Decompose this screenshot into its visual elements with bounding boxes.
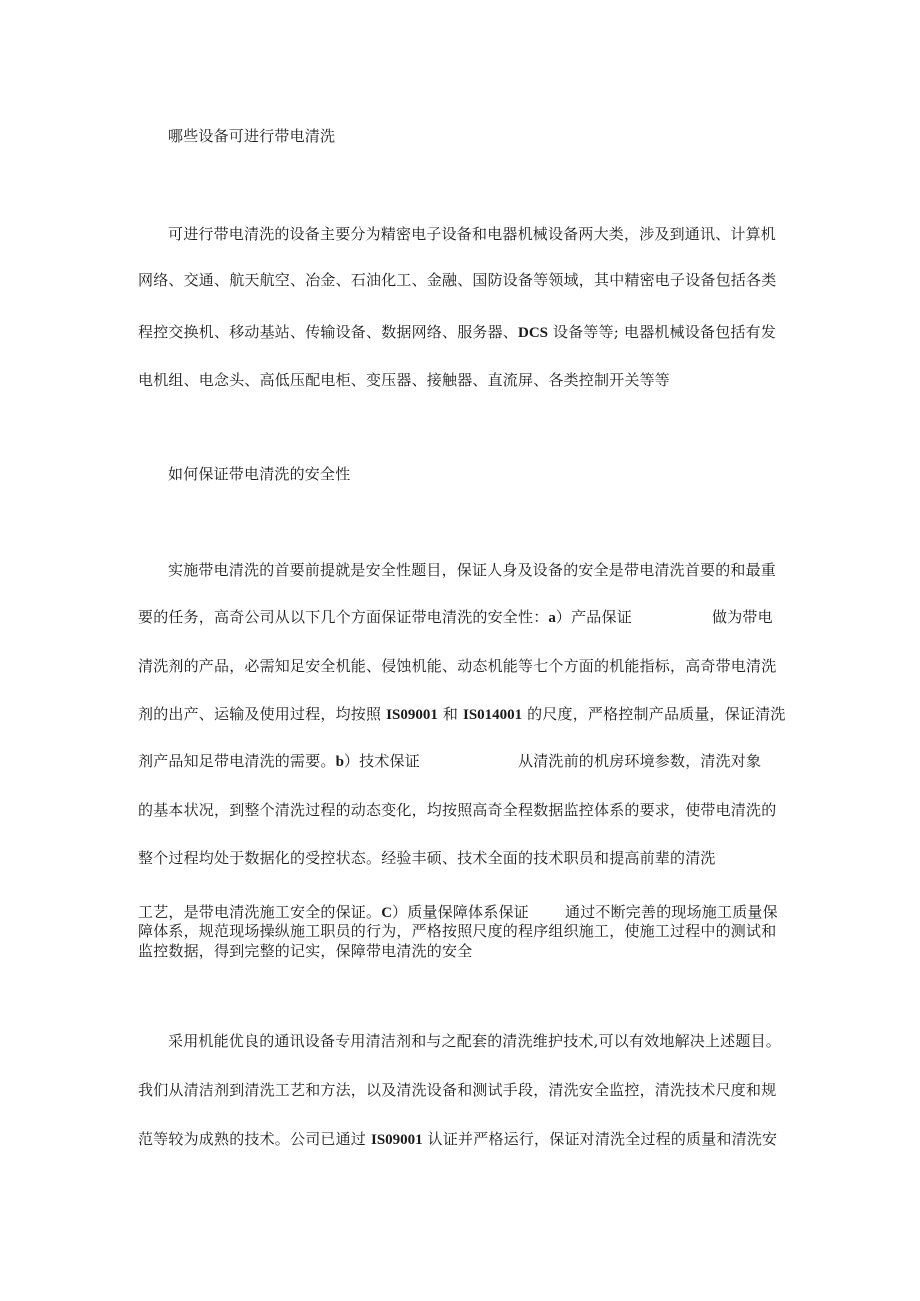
paragraph-line: 采用机能优良的通讯设备专用清洁剂和与之配套的清洗维护技术,可以有效地解决上述题目。 — [168, 1032, 781, 1050]
text-run: 范等较为成熟的技术。公司已通过 — [138, 1130, 371, 1148]
text-run: 程控交换机、移动基站、传输设备、数据网络、服务器、 — [138, 323, 519, 341]
bold-term: IS09001 — [386, 707, 438, 723]
text-run: 工艺，是带电清洗施工安全的保证。 — [138, 903, 382, 921]
paragraph-line: 清洗剂的产品，必需知足安全机能、侵蚀机能、动态机能等七个方面的机能指标，高奇带电清洗 — [138, 657, 777, 675]
bold-term: C — [381, 905, 393, 921]
text-run: 设备等等; 电器机械设备包括有发 — [548, 323, 777, 341]
text-run: ）质量保障体系保证 — [392, 903, 529, 921]
text-run: 要的任务，高奇公司从以下几个方面保证带电清洗的安全性： — [138, 608, 549, 626]
text-run: ）产品保证 — [555, 608, 632, 626]
bold-term: DCS — [518, 325, 549, 341]
paragraph-line-fragment: 通过不断完善的现场施工质量保 — [565, 903, 778, 921]
paragraph-line — [138, 1129, 777, 1150]
text-run: 剂的出产、运输及使用过程，均按照 — [138, 705, 387, 723]
bold-term: b — [335, 754, 344, 770]
paragraph-line: 我们从清洁剂到清洗工艺和方法，以及清洗设备和测试手段，清洗安全监控，清洗技术尺度和规 — [138, 1081, 777, 1099]
text-run: 认证并严格运行，保证对清洗全过程的质量和清洗安 — [422, 1130, 778, 1148]
section-heading-safety: 如何保证带电清洗的安全性 — [168, 465, 351, 483]
paragraph-line: 监控数据，得到完整的记实，保障带电清洗的安全 — [138, 942, 473, 960]
paragraph-line: 障体系，规范现场操纵施工职员的行为，严格按照尺度的程序组织施工，使施工过程中的测试和 — [138, 922, 777, 940]
paragraph-line-fragment: 从清洗前的机房环境参数，清洗对象 — [518, 752, 762, 770]
paragraph-line — [138, 751, 420, 772]
text-run: 的尺度，严格控制产品质量，保证清洗 — [522, 705, 786, 723]
paragraph-line: 整个过程均处于数据化的受控状态。经验丰硕、技术全面的技术职员和提高前辈的清洗 — [138, 849, 716, 867]
bold-term: a — [548, 610, 556, 626]
paragraph-line: 可进行带电清洗的设备主要分为精密电子设备和电器机械设备两大类，涉及到通讯、计算机 — [168, 225, 777, 243]
text-run: 剂产品知足带电清洗的需要。 — [138, 752, 336, 770]
section-heading-devices: 哪些设备可进行带电清洗 — [168, 127, 336, 145]
paragraph-line — [138, 322, 776, 343]
paragraph-line: 网络、交通、航天航空、冶金、石油化工、金融、国防设备等领域，其中精密电子设备包括各类 — [138, 271, 777, 289]
text-run: 和 — [437, 705, 463, 723]
paragraph-line — [138, 607, 632, 628]
paragraph-line-fragment: 做为带电 — [712, 608, 773, 626]
bold-term: IS014001 — [463, 707, 523, 723]
bold-term: IS09001 — [370, 1132, 423, 1148]
paragraph-line: 的基本状况，到整个清洗过程的动态变化，均按照高奇全程数据监控体系的要求，使带电清洗的 — [138, 801, 777, 819]
text-run: ）技术保证 — [343, 752, 420, 770]
paragraph-line — [138, 903, 529, 922]
paragraph-line: 实施带电清洗的首要前提就是安全性题目，保证人身及设备的安全是带电清洗首要的和最重 — [168, 561, 777, 579]
paragraph-line: 电机组、电念头、高低压配电柜、变压器、接触器、直流屏、各类控制开关等等 — [138, 371, 671, 389]
paragraph-line — [138, 704, 786, 725]
